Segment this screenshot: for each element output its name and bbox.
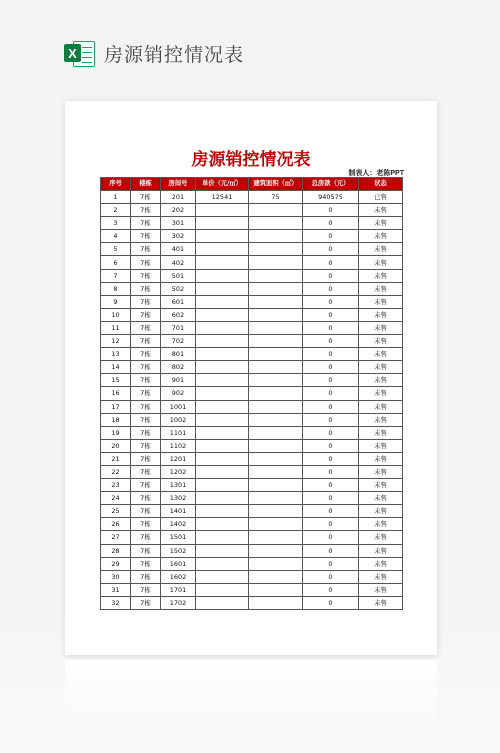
table-cell: 未售 [359, 544, 403, 557]
table-row [101, 492, 403, 505]
table-cell: 未售 [359, 557, 403, 570]
table-cell: 17 [101, 400, 131, 413]
table-cell: 未售 [359, 413, 403, 426]
table-cell [196, 217, 249, 230]
table-row [101, 439, 403, 452]
table-cell [196, 361, 249, 374]
table-cell: 7栋 [131, 256, 161, 269]
table-cell [249, 426, 303, 439]
maker-label: 制表人：老陈PPT [348, 170, 404, 177]
table-cell: 0 [303, 295, 359, 308]
table-cell: 未售 [359, 387, 403, 400]
table-row [101, 426, 403, 439]
table-cell [196, 544, 249, 557]
table-cell: 1401 [161, 505, 196, 518]
table-cell [249, 465, 303, 478]
column-header: 房间号 [161, 178, 196, 191]
table-cell [249, 282, 303, 295]
table-cell: 1001 [161, 400, 196, 413]
table-cell: 未售 [359, 570, 403, 583]
table-cell: 31 [101, 583, 131, 596]
table-header-row [101, 178, 403, 191]
table-cell [249, 256, 303, 269]
document-page [65, 101, 437, 655]
table-cell [249, 518, 303, 531]
table-cell [249, 439, 303, 452]
table-cell: 0 [303, 583, 359, 596]
table-cell [196, 426, 249, 439]
table-cell: 12 [101, 335, 131, 348]
column-header: 序号 [101, 178, 131, 191]
table-cell [196, 243, 249, 256]
table-cell: 28 [101, 544, 131, 557]
excel-icon [64, 38, 94, 68]
table-cell: 701 [161, 321, 196, 334]
table-cell: 7栋 [131, 191, 161, 204]
page-reflection [65, 660, 437, 745]
table-row [101, 583, 403, 596]
column-header: 总房款（元） [303, 178, 359, 191]
table-cell [249, 308, 303, 321]
table-cell: 0 [303, 439, 359, 452]
table-cell: 602 [161, 308, 196, 321]
table-cell [196, 583, 249, 596]
table-cell: 0 [303, 321, 359, 334]
table-cell: 15 [101, 374, 131, 387]
table-row [101, 348, 403, 361]
table-cell: 1 [101, 191, 131, 204]
table-cell: 0 [303, 217, 359, 230]
table-cell: 802 [161, 361, 196, 374]
table-cell [196, 269, 249, 282]
table-row [101, 518, 403, 531]
table-cell: 25 [101, 505, 131, 518]
table-cell: 1101 [161, 426, 196, 439]
table-cell: 0 [303, 596, 359, 609]
table-cell: 402 [161, 256, 196, 269]
table-cell [196, 204, 249, 217]
table-cell: 7栋 [131, 465, 161, 478]
table-cell: 22 [101, 465, 131, 478]
table-cell: 7栋 [131, 596, 161, 609]
table-cell: 7栋 [131, 387, 161, 400]
table-cell: 未售 [359, 439, 403, 452]
table-cell: 未售 [359, 269, 403, 282]
table-cell: 未售 [359, 282, 403, 295]
table-cell [196, 256, 249, 269]
table-cell: 未售 [359, 452, 403, 465]
table-cell: 3 [101, 217, 131, 230]
table-cell: 7栋 [131, 544, 161, 557]
table-cell: 10 [101, 308, 131, 321]
column-header: 建筑面积（㎡） [249, 178, 303, 191]
table-cell: 未售 [359, 400, 403, 413]
table-row [101, 596, 403, 609]
table-cell: 18 [101, 413, 131, 426]
table-cell [196, 439, 249, 452]
table-cell: 7栋 [131, 204, 161, 217]
table-row [101, 204, 403, 217]
table-cell: 302 [161, 230, 196, 243]
table-cell: 0 [303, 557, 359, 570]
table-cell: 0 [303, 374, 359, 387]
table-cell [249, 387, 303, 400]
table-cell: 未售 [359, 204, 403, 217]
table-cell [249, 230, 303, 243]
table-cell: 0 [303, 348, 359, 361]
table-cell [249, 544, 303, 557]
table-cell: 1202 [161, 465, 196, 478]
table-row [101, 191, 403, 204]
table-cell: 未售 [359, 335, 403, 348]
table-cell: 0 [303, 269, 359, 282]
table-cell: 0 [303, 544, 359, 557]
table-cell: 7栋 [131, 308, 161, 321]
table-cell: 0 [303, 531, 359, 544]
table-cell [196, 596, 249, 609]
table-cell: 1702 [161, 596, 196, 609]
table-cell: 27 [101, 531, 131, 544]
table-cell [249, 596, 303, 609]
table-cell: 1301 [161, 479, 196, 492]
table-cell: 13 [101, 348, 131, 361]
table-cell: 0 [303, 465, 359, 478]
table-cell: 未售 [359, 348, 403, 361]
table-cell: 未售 [359, 479, 403, 492]
table-cell [196, 452, 249, 465]
table-cell: 32 [101, 596, 131, 609]
table-cell: 9 [101, 295, 131, 308]
table-cell [196, 413, 249, 426]
table-cell: 502 [161, 282, 196, 295]
table-cell: 7栋 [131, 583, 161, 596]
table-cell: 未售 [359, 256, 403, 269]
table-cell [196, 387, 249, 400]
table-cell: 0 [303, 308, 359, 321]
table-cell: 0 [303, 492, 359, 505]
table-row [101, 308, 403, 321]
table-cell [196, 492, 249, 505]
table-cell: 未售 [359, 295, 403, 308]
table-cell [249, 361, 303, 374]
table-row [101, 243, 403, 256]
table-cell [196, 465, 249, 478]
table-cell: 23 [101, 479, 131, 492]
table-row [101, 413, 403, 426]
table-row [101, 479, 403, 492]
table-cell [249, 583, 303, 596]
table-cell: 未售 [359, 230, 403, 243]
table-cell: 7栋 [131, 400, 161, 413]
table-cell: 未售 [359, 217, 403, 230]
table-row [101, 465, 403, 478]
table-cell [249, 492, 303, 505]
table-cell: 未售 [359, 531, 403, 544]
table-cell [249, 505, 303, 518]
document-title: 房源销控情况表 [191, 150, 311, 170]
table-cell: 2 [101, 204, 131, 217]
table-cell: 19 [101, 426, 131, 439]
table-cell: 7栋 [131, 531, 161, 544]
table-cell [249, 335, 303, 348]
table-cell: 未售 [359, 426, 403, 439]
table-row [101, 335, 403, 348]
table-row [101, 361, 403, 374]
header-title: 房源销控情况表 [104, 43, 245, 66]
table-cell: 702 [161, 335, 196, 348]
table-cell: 未售 [359, 465, 403, 478]
table-cell: 1102 [161, 439, 196, 452]
table-row [101, 256, 403, 269]
table-cell: 0 [303, 452, 359, 465]
table-cell: 7栋 [131, 505, 161, 518]
table-cell: 901 [161, 374, 196, 387]
table-cell: 未售 [359, 518, 403, 531]
table-cell [196, 308, 249, 321]
table-cell: 未售 [359, 492, 403, 505]
table-cell: 30 [101, 570, 131, 583]
table-cell: 0 [303, 204, 359, 217]
table-cell [249, 243, 303, 256]
table-cell [249, 269, 303, 282]
table-cell: 902 [161, 387, 196, 400]
table-cell: 7栋 [131, 452, 161, 465]
table-cell: 24 [101, 492, 131, 505]
table-row [101, 282, 403, 295]
table-cell [196, 505, 249, 518]
table-cell: 1501 [161, 531, 196, 544]
table-cell: 14 [101, 361, 131, 374]
table-cell [196, 348, 249, 361]
table-cell: 0 [303, 400, 359, 413]
table-cell: 16 [101, 387, 131, 400]
table-cell: 201 [161, 191, 196, 204]
table-cell: 1701 [161, 583, 196, 596]
table-cell: 未售 [359, 243, 403, 256]
table-cell: 7栋 [131, 413, 161, 426]
table-cell [249, 570, 303, 583]
table-cell: 801 [161, 348, 196, 361]
table-cell: 0 [303, 518, 359, 531]
table-cell: 0 [303, 413, 359, 426]
table-cell: 7栋 [131, 295, 161, 308]
table-cell: 0 [303, 505, 359, 518]
table-cell: 未售 [359, 361, 403, 374]
table-cell: 940575 [303, 191, 359, 204]
table-cell: 7栋 [131, 518, 161, 531]
table-cell: 0 [303, 335, 359, 348]
table-cell: 1502 [161, 544, 196, 557]
table-cell [249, 452, 303, 465]
table-cell: 7栋 [131, 282, 161, 295]
table-row [101, 269, 403, 282]
table-row [101, 374, 403, 387]
table-row [101, 217, 403, 230]
table-row [101, 400, 403, 413]
table-row [101, 557, 403, 570]
table-cell: 未售 [359, 321, 403, 334]
table-cell: 7栋 [131, 492, 161, 505]
table-row [101, 230, 403, 243]
table-cell: 6 [101, 256, 131, 269]
table-cell: 未售 [359, 596, 403, 609]
table-cell [249, 204, 303, 217]
table-cell: 1601 [161, 557, 196, 570]
table-cell: 1402 [161, 518, 196, 531]
table-cell: 7栋 [131, 557, 161, 570]
table-cell: 7栋 [131, 217, 161, 230]
table-cell: 7栋 [131, 335, 161, 348]
table-cell [196, 400, 249, 413]
table-cell [196, 518, 249, 531]
table-cell: 5 [101, 243, 131, 256]
table-cell: 301 [161, 217, 196, 230]
table-cell: 0 [303, 426, 359, 439]
table-cell: 0 [303, 361, 359, 374]
table-row [101, 544, 403, 557]
table-cell [196, 374, 249, 387]
table-body [101, 191, 403, 610]
table-cell: 7栋 [131, 439, 161, 452]
table-cell [196, 557, 249, 570]
table-cell: 29 [101, 557, 131, 570]
table-cell: 7栋 [131, 570, 161, 583]
table-cell: 未售 [359, 308, 403, 321]
table-cell: 0 [303, 282, 359, 295]
table-cell: 0 [303, 230, 359, 243]
template-header [64, 36, 244, 70]
table-row [101, 387, 403, 400]
column-header: 楼栋 [131, 178, 161, 191]
table-cell: 1002 [161, 413, 196, 426]
table-cell: 8 [101, 282, 131, 295]
table-cell [249, 321, 303, 334]
table-cell: 1201 [161, 452, 196, 465]
table-cell: 0 [303, 387, 359, 400]
excel-badge: X [64, 44, 81, 62]
table-cell: 0 [303, 479, 359, 492]
table-cell [196, 321, 249, 334]
table-cell [196, 295, 249, 308]
table-cell [196, 335, 249, 348]
table-cell [196, 479, 249, 492]
table-row [101, 452, 403, 465]
table-cell: 0 [303, 570, 359, 583]
table-row [101, 321, 403, 334]
column-header: 单价（元/㎡） [196, 178, 249, 191]
table-cell: 7栋 [131, 269, 161, 282]
table-cell: 未售 [359, 505, 403, 518]
table-cell [249, 295, 303, 308]
table-cell: 202 [161, 204, 196, 217]
table-cell: 21 [101, 452, 131, 465]
table-cell: 0 [303, 256, 359, 269]
sales-table [100, 177, 403, 610]
table-cell: 501 [161, 269, 196, 282]
table-cell [249, 557, 303, 570]
table-cell [249, 413, 303, 426]
table-cell [196, 230, 249, 243]
table-cell: 未售 [359, 583, 403, 596]
table-cell: 未售 [359, 374, 403, 387]
table-cell: 7栋 [131, 374, 161, 387]
column-header: 状态 [359, 178, 403, 191]
table-cell: 7栋 [131, 348, 161, 361]
table-cell [196, 282, 249, 295]
table-row [101, 570, 403, 583]
table-cell [249, 217, 303, 230]
table-cell [249, 374, 303, 387]
table-cell: 1602 [161, 570, 196, 583]
table-cell: 20 [101, 439, 131, 452]
table-cell: 7栋 [131, 361, 161, 374]
table-cell: 1302 [161, 492, 196, 505]
table-cell: 7栋 [131, 479, 161, 492]
table-cell [249, 400, 303, 413]
table-row [101, 505, 403, 518]
table-cell: 7栋 [131, 243, 161, 256]
table-cell [249, 531, 303, 544]
table-cell: 7栋 [131, 426, 161, 439]
table-cell [249, 348, 303, 361]
table-cell [196, 531, 249, 544]
table-cell: 7 [101, 269, 131, 282]
table-cell: 4 [101, 230, 131, 243]
table-cell: 7栋 [131, 321, 161, 334]
table-cell: 26 [101, 518, 131, 531]
table-cell: 401 [161, 243, 196, 256]
table-cell [196, 570, 249, 583]
table-cell: 75 [249, 191, 303, 204]
table-cell: 7栋 [131, 230, 161, 243]
table-row [101, 295, 403, 308]
table-cell: 11 [101, 321, 131, 334]
table-cell: 0 [303, 243, 359, 256]
table-cell: 已售 [359, 191, 403, 204]
table-cell: 601 [161, 295, 196, 308]
table-row [101, 531, 403, 544]
table-cell [249, 479, 303, 492]
table-cell: 12541 [196, 191, 249, 204]
